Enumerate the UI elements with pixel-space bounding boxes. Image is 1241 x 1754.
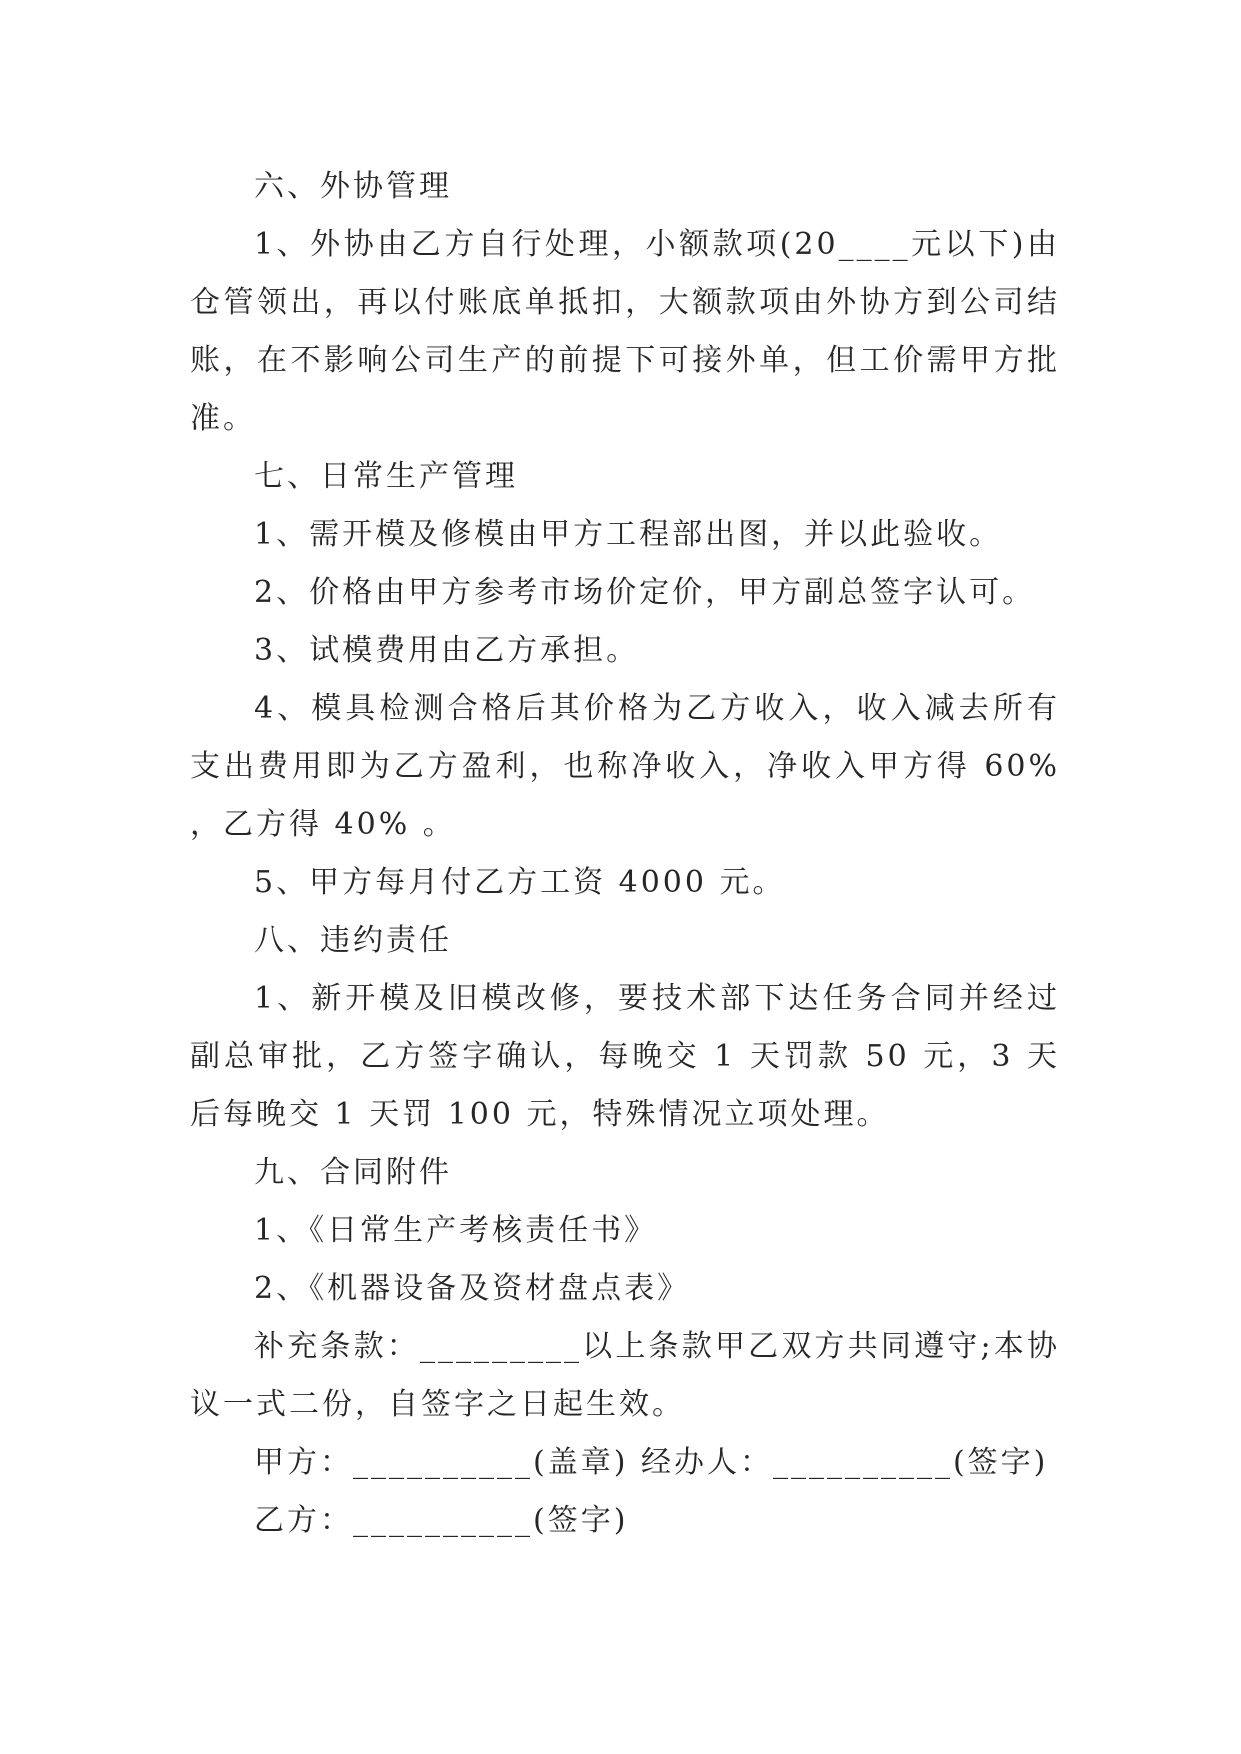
section-7-heading: 七、日常生产管理: [254, 459, 518, 494]
document-body: [190, 158, 1060, 1550]
section-9-item-1: 1、《日常生产考核责任书》: [254, 1213, 658, 1248]
section-7-item-4: 4、模具检测合格后其价格为乙方收入，收入减去所有支出费用即为乙方盈利，也称净收入，净收入甲方得 60% ，乙方得 40% 。: [190, 691, 1060, 842]
party-a-signature-line: 甲方：__________(盖章) 经办人：__________(签字): [254, 1445, 1049, 1480]
section-6-heading: 六、外协管理: [254, 169, 452, 204]
section-9-item-2: 2、《机器设备及资材盘点表》: [254, 1271, 691, 1306]
party-b-signature-line: 乙方：__________(签字): [254, 1503, 629, 1538]
section-6-item-1: 1、外协由乙方自行处理，小额款项(20____元以下)由仓管领出，再以付账底单抵扣，大额款项由外协方到公司结账，在不影响公司生产的前提下可接外单，但工价需甲方批准。: [190, 227, 1060, 436]
section-7-item-2: 2、价格由甲方参考市场价定价，甲方副总签字认可。: [254, 575, 1036, 610]
section-7-item-3: 3、试模费用由乙方承担。: [254, 633, 640, 668]
section-9-heading: 九、合同附件: [254, 1155, 452, 1190]
section-7-item-1: 1、需开模及修模由甲方工程部出图，并以此验收。: [254, 517, 1003, 552]
section-8-heading: 八、违约责任: [254, 923, 452, 958]
supplementary-clause: 补充条款：_________以上条款甲乙双方共同遵守;本协议一式二份，自签字之日起生效。: [190, 1329, 1060, 1422]
section-8-item-1: 1、新开模及旧模改修，要技术部下达任务合同并经过副总审批，乙方签字确认，每晚交 1 天罚款 50 元，3 天后每晚交 1 天罚 100 元，特殊情况立项处理。: [190, 981, 1060, 1132]
section-7-item-5: 5、甲方每月付乙方工资 4000 元。: [254, 865, 786, 900]
